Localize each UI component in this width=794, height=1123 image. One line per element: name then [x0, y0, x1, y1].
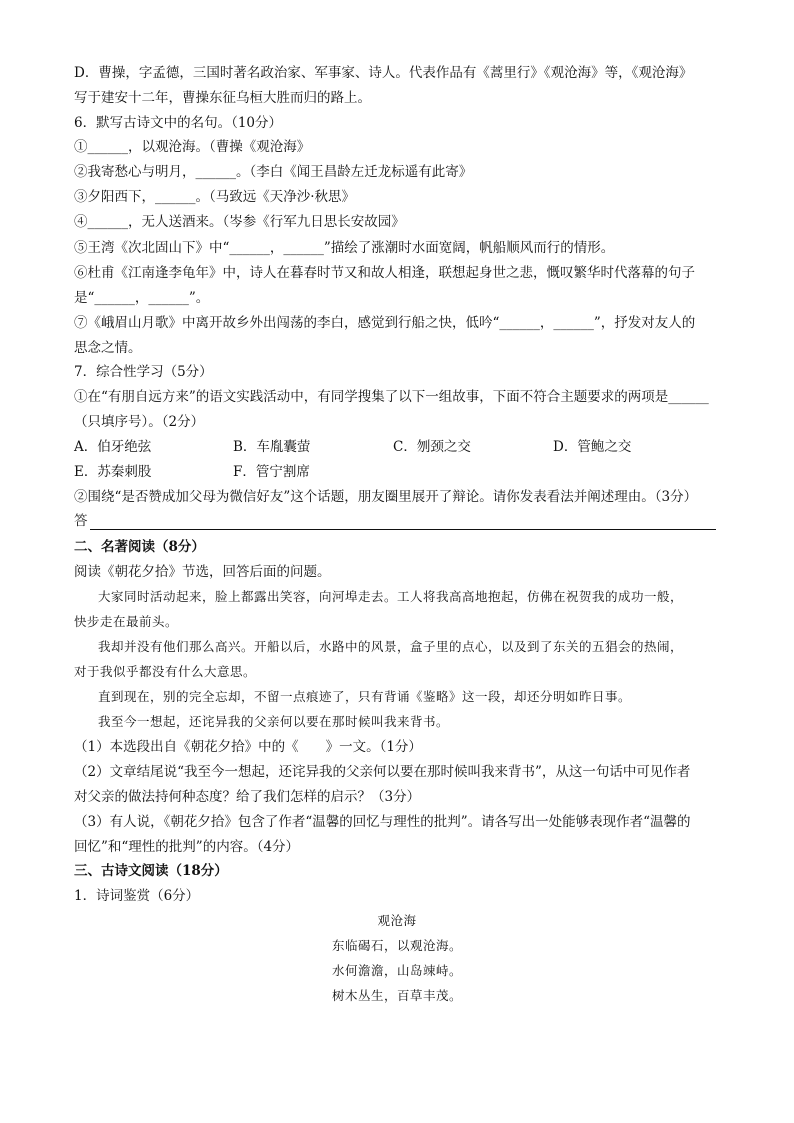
q6-item-3: ③夕阳西下，______。（马致远《天净沙·秋思》 — [74, 189, 356, 205]
q7-option-d: D．管鲍之交 — [553, 439, 632, 455]
q6-item-7-line2: 思念之情。 — [74, 340, 142, 356]
q7-part1-line1: ①在“有朋自远方来”的语文实践活动中，有同学搜集了以下一组故事，下面不符合主题要求的两项是______ — [74, 389, 709, 405]
q7-option-c: C．刎颈之交 — [393, 439, 471, 455]
q7-part1-line2: （只填序号）。（2分） — [74, 414, 205, 430]
poem-line-3: 树木丛生，百草丰茂。 — [331, 988, 462, 1003]
q5-option-d-line2: 写于建安十二年，曹操东征乌桓大胜而归的路上。 — [74, 90, 371, 106]
poem-line-2: 水何澹澹，山岛竦峙。 — [331, 963, 462, 978]
section3-title: 三、古诗文阅读（18分） — [74, 863, 228, 879]
section2-question-3-line2: 回忆”和“理性的批判”的内容。（4分） — [74, 839, 300, 855]
section2-intro: 阅读《朝花夕拾》节选，回答后面的问题。 — [74, 564, 331, 580]
q6-item-6-line1: ⑥杜甫《江南逢李龟年》中，诗人在暮春时节又和故人相逢，联想起身世之悲，慨叹繁华时代落幕的句子 — [74, 265, 695, 281]
section2-question-2-line2: 对父亲的做法持何种态度？给了我们怎样的启示？（3分） — [74, 789, 421, 805]
q7-answer-label: 答 — [74, 513, 88, 529]
poem-title: 观沧海 — [377, 913, 417, 928]
passage-line-4: 对于我似乎都没有什么大意思。 — [74, 664, 257, 679]
q6-item-7-line1: ⑦《峨眉山月歌》中离开故乡外出闯荡的李白，感觉到行船之快，低吟“______，______”，抒发对友人的 — [74, 315, 696, 331]
answer-line[interactable] — [90, 529, 716, 530]
q6-title: 6．默写古诗文中的名句。（10分） — [74, 115, 283, 131]
section3-sub1: 1．诗词鉴赏（6分） — [74, 888, 200, 904]
section2-question-2-line1: （2）文章结尾说“我至今一想起，还诧异我的父亲何以要在那时候叫我来背书”，从这一句话中可见作者 — [74, 764, 691, 780]
passage-line-3: 我却并没有他们那么高兴。开船以后，水路中的风景，盒子里的点心，以及到了东关的五猖会的热闹， — [98, 639, 684, 654]
section2-title: 二、名著阅读（8分） — [74, 539, 205, 555]
q7-option-f: F．管宁割席 — [233, 464, 310, 480]
passage-line-6: 我至今一想起，还诧异我的父亲何以要在那时候叫我来背书。 — [98, 714, 450, 729]
section2-question-3-line1: （3）有人说，《朝花夕拾》包含了作者“温馨的回忆与理性的批判”。请各写出一处能够表现作者“温馨的 — [74, 814, 691, 830]
section2-question-1: （1）本选段出自《朝花夕拾》中的《 》一文。（1分） — [74, 739, 422, 755]
q6-item-1: ①______，以观沧海。（曹操《观沧海》 — [74, 139, 311, 155]
q6-item-5: ⑤王湾《次北固山下》中“______，______”描绘了涨潮时水面宽阔，帆船顺风而行的情形。 — [74, 240, 615, 256]
q5-option-d-line1: D．曹操，字孟德，三国时著名政治家、军事家、诗人。代表作品有《蒿里行》《观沧海》等，《观沧海》 — [74, 65, 693, 81]
q6-item-6-line2: 是“______，______”。 — [74, 290, 210, 306]
passage-line-2: 快步走在最前头。 — [74, 614, 179, 629]
passage-line-5: 直到现在，别的完全忘却，不留一点痕迹了，只有背诵《鉴略》这一段，却还分明如昨日事。 — [98, 689, 632, 704]
q7-title: 7．综合性学习（5分） — [74, 364, 213, 380]
q6-item-4: ④______，无人送酒来。（岑参《行军九日思长安故园》 — [74, 214, 405, 230]
q7-option-e: E．苏秦刺股 — [74, 464, 152, 480]
poem-line-1: 东临碣石，以观沧海。 — [331, 938, 462, 953]
q7-part2: ②围绕“是否赞成加父母为微信好友”这个话题，朋友圈里展开了辩论。请你发表看法并阐述理由。（3分） — [74, 489, 698, 505]
q7-option-a: A．伯牙绝弦 — [74, 439, 152, 455]
q6-item-2: ②我寄愁心与明月，______。（李白《闻王昌龄左迁龙标遥有此寄》 — [74, 164, 473, 180]
q7-option-b: B．车胤囊萤 — [233, 439, 311, 455]
passage-line-1: 大家同时活动起来，脸上都露出笑容，向河埠走去。工人将我高高地抱起，仿佛在祝贺我的成功一般， — [98, 589, 684, 604]
